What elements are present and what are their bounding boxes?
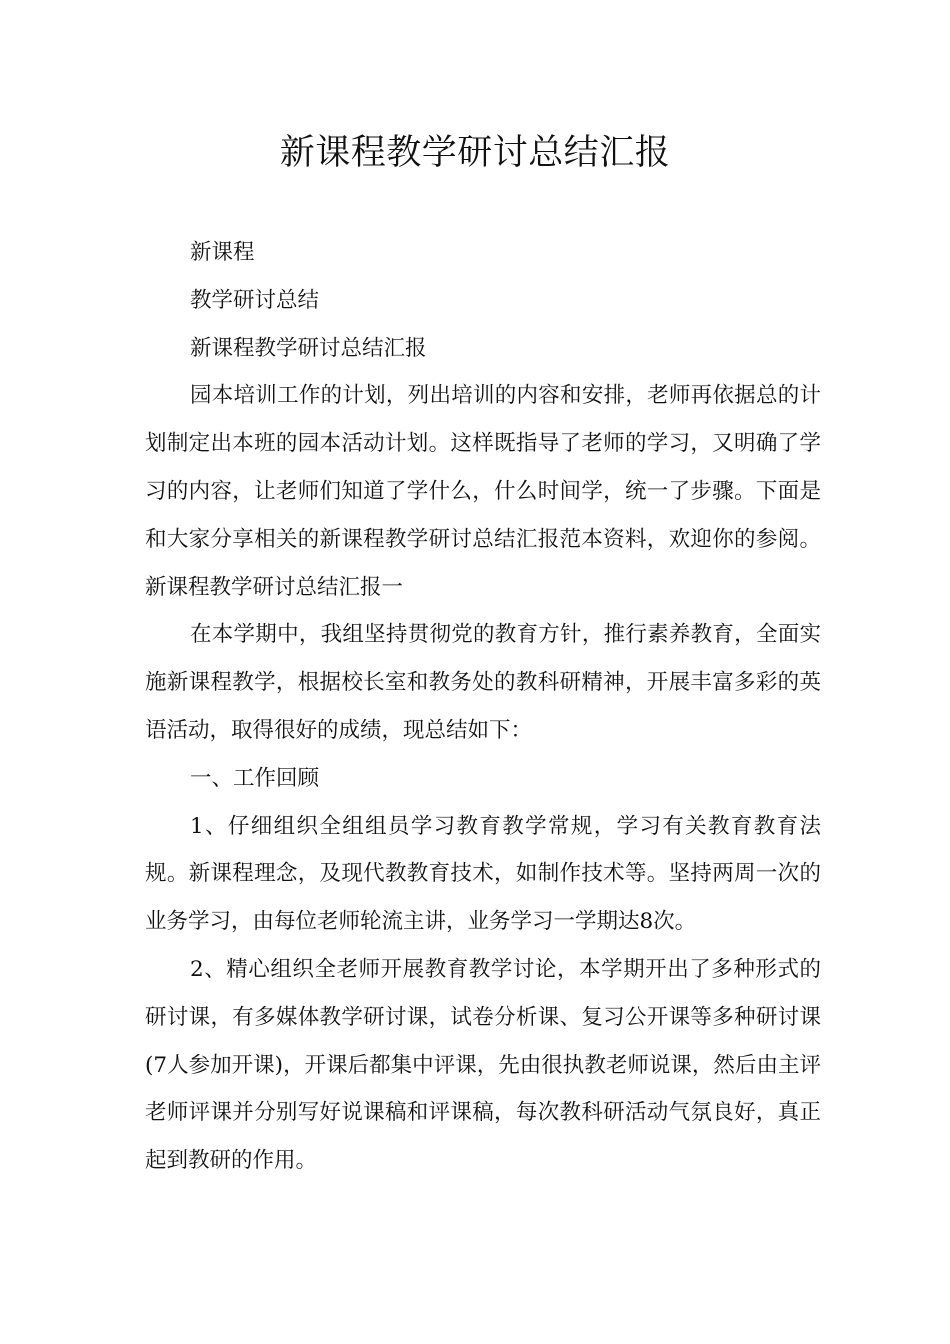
paragraph-subtitle-2: 教学研讨总结 [190, 287, 320, 313]
paragraph-subtitle-1: 新课程 [190, 240, 255, 265]
paragraph-item-2: 2、精心组织全老师开展教育教学讨论，本学期开出了多种形式的研讨课，有多媒体教学研讨课，试卷分析课、复习公开课等多种研讨课(7人参加开课)，开课后都集中评课，先由很执教老师说课，然后由主评老师评课并分别写好说课稿和评课稿，每次教科研活动气氛良好，真正起到教研的作用。 [145, 956, 821, 1174]
paragraph-subtitle-3: 新课程教学研讨总结汇报 [190, 335, 427, 361]
paragraph-item-1: 1、仔细组织全组组员学习教育教学常规，学习有关教育教育法规。新课程理念，及现代教教育技术，如制作技术等。坚持两周一次的业务学习，由每位老师轮流主讲，业务学习一学期达8次。 [145, 813, 821, 935]
document-title: 新课程教学研讨总结汇报 [279, 133, 671, 173]
section-heading-review: 一、工作回顾 [190, 765, 320, 791]
document-body [145, 229, 821, 1185]
paragraph-overview: 在本学期中，我组坚持贯彻党的教育方针，推行素养教育，全面实施新课程教学，根据校长室和教务处的教科研精神，开展丰富多彩的英语活动，取得很好的成绩，现总结如下： [145, 622, 821, 743]
paragraph-intro: 园本培训工作的计划，列出培训的内容和安排，老师再依据总的计划制定出本班的园本活动计划。这样既指导了老师的学习，又明确了学习的内容，让老师们知道了学什么，什么时间学，统一了步骤。下面是和大家分享相关的新课程教学研讨总结汇报范本资料，欢迎你的参阅。新课程教学研讨总结汇报一 [145, 383, 821, 600]
